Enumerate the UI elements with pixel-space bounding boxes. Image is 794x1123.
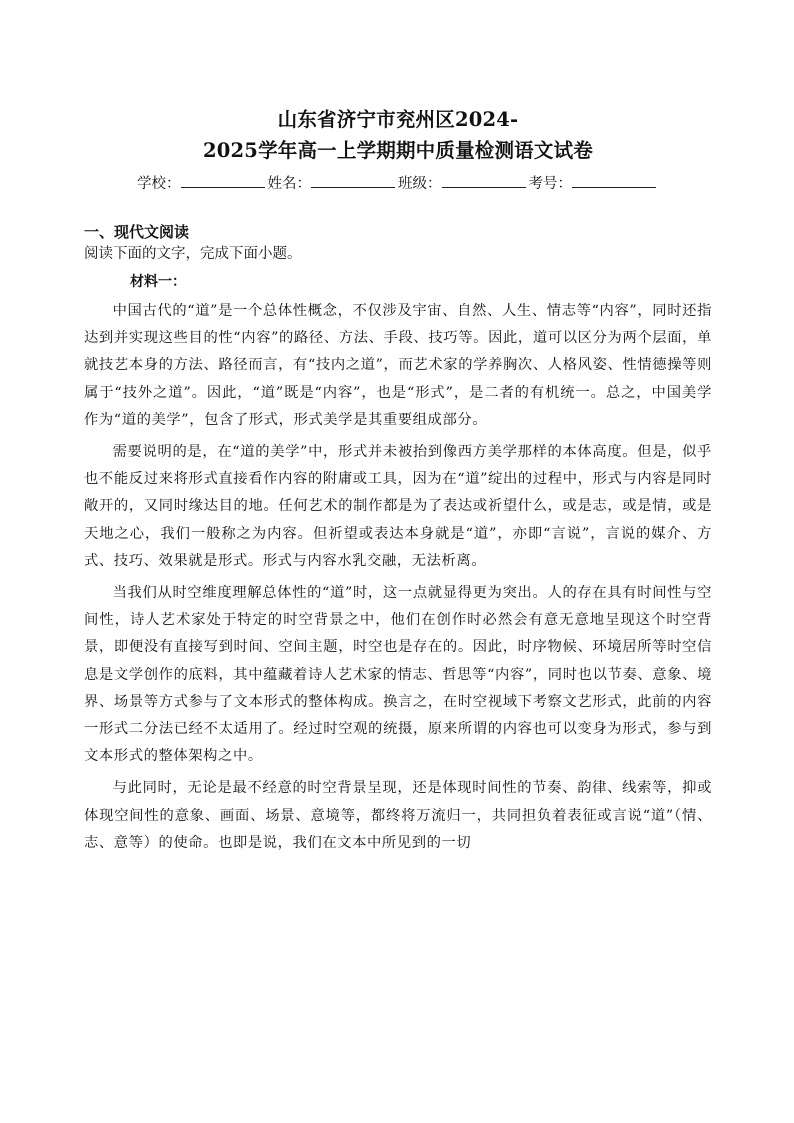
exam-title-line-2: 2025学年高一上学期期中质量检测语文试卷 — [203, 139, 593, 162]
student-info-row — [84, 172, 712, 196]
paragraph: 中国古代的“道”是一个总体性概念，不仅涉及宇宙、自然、人生、情志等“内容”，同时还指达到并实现这些目的性“内容”的路径、方法、手段、技巧等。因此，道可以区分为两个层面，单就技艺本身的方法、路径而言，有“技内之道”，而艺术家的学养胸次、人格风姿、性情德操等则属于“技外之道”。因此，“道”既是“内容”，也是“形式”，是二者的有机统一。总之，中国美学作为“道的美学”，包含了形式，形式美学是其重要组成部分。 — [84, 303, 712, 428]
paragraph: 当我们从时空维度理解总体性的“道”时，这一点就显得更为突出。人的存在具有时间性与空间性，诗人艺术家处于特定的时空背景之中，他们在创作时必然会有意无意地呈现这个时空背景，即便没有直接写到时间、空间主题，时空也是存在的。因此，时序物候、环境居所等时空信息是文学创作的底料，其中蕴藏着诗人艺术家的情志、哲思等“内容”，同时也以节奏、意象、境界、场景等方式参与了文本形式的整体构成。换言之，在时空视域下考察文艺形式，此前的内容一形式二分法已经不太适用了。经过时空观的统摄，原来所谓的内容也可以变身为形式，参与到文本形式的整体架构之中。 — [84, 585, 712, 765]
paragraph: 需要说明的是，在“道的美学”中，形式并未被抬到像西方美学那样的本体高度。但是，似乎也不能反过来将形式直接看作内容的附庸或工具，因为在“道”绽出的过程中，形式与内容是同时敞开的，又同时缘达目的地。任何艺术的制作都是为了表达或祈望什么，或是志，或是情，或是天地之心，我们一般称之为内容。但祈望或表达本身就是“道”，亦即“言说”，言说的媒介、方式、技巧、效果就是形式。形式与内容水乳交融，无法析离。 — [84, 444, 712, 569]
name-label: 姓名： — [267, 176, 311, 192]
school-label: 学校： — [137, 176, 181, 192]
class-blank[interactable] — [442, 173, 526, 188]
material-label: 材料一： — [130, 274, 186, 290]
class-label: 班级： — [398, 176, 442, 192]
exam-title-line-1: 山东省济宁市兖州区2024- — [277, 108, 519, 131]
exam-title — [84, 104, 712, 166]
name-blank[interactable] — [311, 173, 395, 188]
school-blank[interactable] — [181, 173, 265, 188]
number-blank[interactable] — [572, 173, 656, 188]
number-label: 考号： — [528, 176, 572, 192]
reading-instruction: 阅读下面的文字，完成下面小题。 — [84, 246, 302, 262]
section-heading: 一、现代文阅读 — [84, 223, 190, 241]
paragraph: 与此同时，无论是最不经意的时空背景呈现，还是体现时间性的节奏、韵律、线索等，抑或体现空间性的意象、画面、场景、意境等，都终将万流归一，共同担负着表征或言说“道”（情、志、意等）的使命。也即是说，我们在文本中所见到的一切 — [84, 780, 712, 851]
